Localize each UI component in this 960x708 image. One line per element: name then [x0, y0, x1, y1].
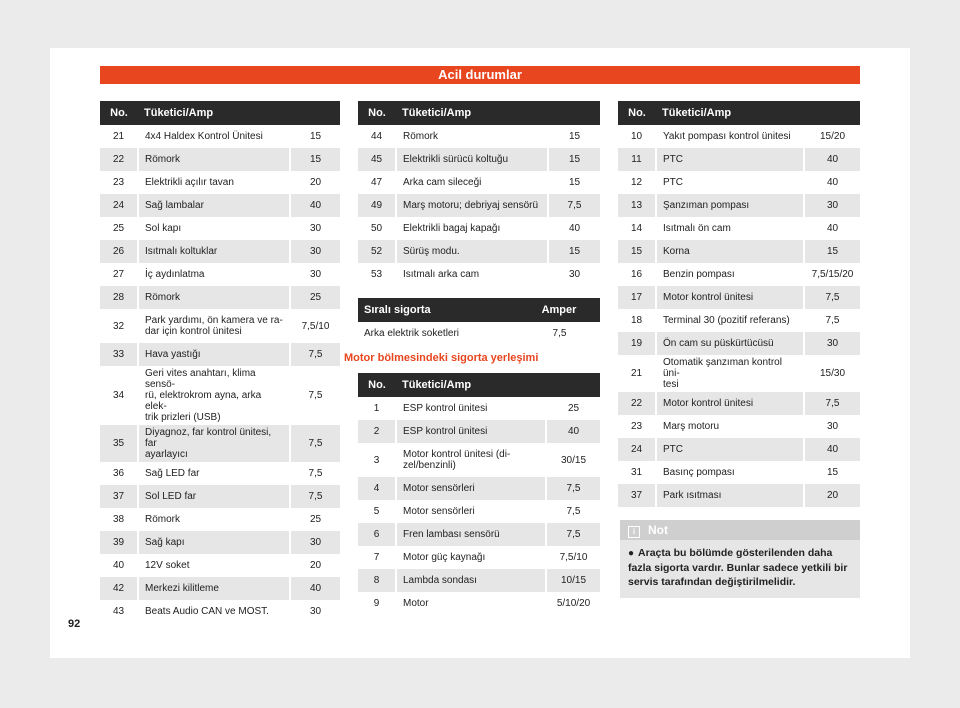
consumer-name: Sol LED far [138, 485, 290, 508]
table-row [358, 397, 600, 420]
table-row [100, 425, 340, 462]
ampere-value: 25 [546, 397, 600, 420]
fuse-number: 37 [618, 484, 656, 507]
ampere-value: 25 [290, 508, 340, 531]
consumer-name: Motor [396, 592, 546, 615]
fuse-number: 40 [100, 554, 138, 577]
table-row [100, 600, 340, 623]
ampere-value: 40 [290, 194, 340, 217]
col-fuse: Sıralı sigorta [358, 298, 518, 322]
fuse-table-2 [358, 101, 600, 286]
table-row [358, 194, 600, 217]
ampere-value: 7,5 [290, 425, 340, 462]
ampere-value: 40 [548, 217, 600, 240]
consumer-name: Marş motoru [656, 415, 804, 438]
fuse-number: 31 [618, 461, 656, 484]
fuse-number: 19 [618, 332, 656, 355]
consumer-name: Park yardımı, ön kamera ve ra- dar için kontrol ünitesi [138, 309, 290, 343]
table-row [618, 217, 860, 240]
table-row [100, 343, 340, 366]
consumer-name: Elektrikli bagaj kapağı [396, 217, 548, 240]
fuse-number: 47 [358, 171, 396, 194]
table-row [618, 484, 860, 507]
table-row [100, 554, 340, 577]
fuse-number: 21 [100, 125, 138, 148]
consumer-name: ESP kontrol ünitesi [396, 397, 546, 420]
col-amp: Amper [518, 298, 600, 322]
table-row [100, 194, 340, 217]
note-text: Araçta bu bölümde gösterilenden daha fazla sigorta vardır. Bunlar sadece yetkili bir servis tarafından değiştirilmelidir. [628, 547, 848, 588]
table-row [358, 171, 600, 194]
consumer-name: Motor kontrol ünitesi [656, 392, 804, 415]
table-row [618, 461, 860, 484]
consumer-name: Basınç pompası [656, 461, 804, 484]
ampere-value: 30 [290, 600, 340, 623]
ampere-value: 15 [804, 461, 860, 484]
consumer-name: Şanzıman pompası [656, 194, 804, 217]
table-row [618, 392, 860, 415]
ampere-value: 7,5 [290, 485, 340, 508]
ampere-value: 30 [804, 194, 860, 217]
fuse-number: 14 [618, 217, 656, 240]
consumer-name: 4x4 Haldex Kontrol Ünitesi [138, 125, 290, 148]
ampere-value: 30 [548, 263, 600, 286]
table-row [618, 415, 860, 438]
ampere-value: 7,5 [548, 194, 600, 217]
table-row [618, 263, 860, 286]
fuse-table-5 [618, 101, 860, 507]
consumer-name: Motor kontrol ünitesi (di- zel/benzinli) [396, 443, 546, 477]
ampere-value: 30/15 [546, 443, 600, 477]
consumer-name: Römork [396, 125, 548, 148]
fuse-number: 50 [358, 217, 396, 240]
ampere-value: 7,5 [290, 462, 340, 485]
table-row [618, 438, 860, 461]
fuse-number: 32 [100, 309, 138, 343]
table-row [358, 546, 600, 569]
col-consumer: Tüketici/Amp [138, 101, 340, 125]
consumer-name: Marş motoru; debriyaj sensörü [396, 194, 548, 217]
note-header [620, 520, 860, 540]
fuse-number: 26 [100, 240, 138, 263]
ampere-value: 7,5 [804, 286, 860, 309]
ampere-value: 40 [804, 217, 860, 240]
table-row [618, 125, 860, 148]
table-row [358, 477, 600, 500]
table-row [358, 569, 600, 592]
bullet-icon: ● [628, 548, 635, 559]
col-consumer: Tüketici/Amp [396, 373, 600, 397]
table-row [618, 240, 860, 263]
ampere-value: 10/15 [546, 569, 600, 592]
ampere-value: 20 [290, 554, 340, 577]
table-row [618, 332, 860, 355]
consumer-name: Ön cam su püskürtücüsü [656, 332, 804, 355]
ampere-value: 7,5 [546, 500, 600, 523]
consumer-name: Terminal 30 (pozitif referans) [656, 309, 804, 332]
ampere-value: 15/30 [804, 355, 860, 392]
ampere-value: 30 [804, 415, 860, 438]
consumer-name: Benzin pompası [656, 263, 804, 286]
consumer-name: Fren lambası sensörü [396, 523, 546, 546]
fuse-number: 18 [618, 309, 656, 332]
fuse-table-4 [358, 373, 600, 615]
table-row [618, 194, 860, 217]
fuse-number: 44 [358, 125, 396, 148]
fuse-number: 35 [100, 425, 138, 462]
fuse-number: 17 [618, 286, 656, 309]
consumer-name: Merkezi kilitleme [138, 577, 290, 600]
fuse-name: Arka elektrik soketleri [358, 322, 518, 345]
fuse-number: 53 [358, 263, 396, 286]
fuse-number: 1 [358, 397, 396, 420]
page-number: 92 [68, 618, 81, 630]
fuse-number: 11 [618, 148, 656, 171]
consumer-name: Arka cam sileceği [396, 171, 548, 194]
ampere-value: 7,5 [518, 322, 600, 345]
fuse-number: 13 [618, 194, 656, 217]
fuse-number: 21 [618, 355, 656, 392]
consumer-name: Elektrikli sürücü koltuğu [396, 148, 548, 171]
fuse-number: 24 [100, 194, 138, 217]
consumer-name: Sağ lambalar [138, 194, 290, 217]
ampere-value: 15/20 [804, 125, 860, 148]
section-heading: Motor bölmesindeki sigorta yerleşimi [344, 352, 539, 364]
ampere-value: 20 [804, 484, 860, 507]
fuse-number: 45 [358, 148, 396, 171]
ampere-value: 15 [548, 240, 600, 263]
ampere-value: 20 [290, 171, 340, 194]
ampere-value: 30 [290, 240, 340, 263]
fuse-number: 42 [100, 577, 138, 600]
ampere-value: 40 [804, 438, 860, 461]
table-row [358, 263, 600, 286]
fuse-number: 38 [100, 508, 138, 531]
fuse-number: 8 [358, 569, 396, 592]
ampere-value: 7,5 [290, 366, 340, 425]
table-row [358, 500, 600, 523]
table-row [358, 523, 600, 546]
ampere-value: 40 [804, 148, 860, 171]
ampere-value: 15 [548, 148, 600, 171]
info-icon: i [628, 526, 640, 538]
ampere-value: 30 [290, 531, 340, 554]
consumer-name: PTC [656, 171, 804, 194]
consumer-name: PTC [656, 148, 804, 171]
ampere-value: 15 [290, 148, 340, 171]
fuse-number: 7 [358, 546, 396, 569]
consumer-name: Sürüş modu. [396, 240, 548, 263]
consumer-name: Geri vites anahtarı, klima sensö- rü, elektrokrom ayna, arka elek- trik prizleri (USB) [138, 366, 290, 425]
consumer-name: PTC [656, 438, 804, 461]
table-row [358, 217, 600, 240]
fuse-number: 23 [618, 415, 656, 438]
note-body [620, 540, 860, 589]
table-row [100, 531, 340, 554]
ampere-value: 15 [548, 171, 600, 194]
ampere-value: 15 [548, 125, 600, 148]
fuse-number: 34 [100, 366, 138, 425]
fuse-number: 52 [358, 240, 396, 263]
table-row [358, 592, 600, 615]
consumer-name: Korna [656, 240, 804, 263]
col-no: No. [358, 101, 396, 125]
fuse-number: 3 [358, 443, 396, 477]
consumer-name: Motor kontrol ünitesi [656, 286, 804, 309]
fuse-table-3 [358, 298, 600, 345]
consumer-name: Otomatik şanzıman kontrol üni- tesi [656, 355, 804, 392]
table-row [618, 309, 860, 332]
consumer-name: Isıtmalı koltuklar [138, 240, 290, 263]
ampere-value: 30 [290, 217, 340, 240]
consumer-name: Elektrikli açılır tavan [138, 171, 290, 194]
consumer-name: Motor güç kaynağı [396, 546, 546, 569]
consumer-name: Römork [138, 148, 290, 171]
col-consumer: Tüketici/Amp [396, 101, 600, 125]
note-title: Not [648, 523, 668, 537]
ampere-value: 7,5 [804, 309, 860, 332]
consumer-name: Lambda sondası [396, 569, 546, 592]
ampere-value: 40 [546, 420, 600, 443]
note-box [620, 520, 860, 598]
consumer-name: 12V soket [138, 554, 290, 577]
ampere-value: 7,5/10 [290, 309, 340, 343]
table-row [100, 240, 340, 263]
fuse-number: 2 [358, 420, 396, 443]
col-consumer: Tüketici/Amp [656, 101, 860, 125]
table-row [100, 309, 340, 343]
table-row [100, 217, 340, 240]
ampere-value: 30 [804, 332, 860, 355]
fuse-number: 25 [100, 217, 138, 240]
table-row [100, 286, 340, 309]
table-row [618, 148, 860, 171]
table-row [358, 420, 600, 443]
consumer-name: Sağ LED far [138, 462, 290, 485]
ampere-value: 30 [290, 263, 340, 286]
fuse-number: 12 [618, 171, 656, 194]
consumer-name: Römork [138, 508, 290, 531]
fuse-number: 15 [618, 240, 656, 263]
fuse-number: 37 [100, 485, 138, 508]
col-no: No. [618, 101, 656, 125]
fuse-number: 43 [100, 600, 138, 623]
fuse-number: 10 [618, 125, 656, 148]
fuse-number: 27 [100, 263, 138, 286]
table-row [100, 148, 340, 171]
col-no: No. [358, 373, 396, 397]
table-row [100, 508, 340, 531]
fuse-number: 24 [618, 438, 656, 461]
consumer-name: Sol kapı [138, 217, 290, 240]
fuse-number: 36 [100, 462, 138, 485]
table-row [100, 485, 340, 508]
consumer-name: ESP kontrol ünitesi [396, 420, 546, 443]
fuse-number: 39 [100, 531, 138, 554]
table-row [358, 125, 600, 148]
ampere-value: 7,5 [804, 392, 860, 415]
fuse-number: 28 [100, 286, 138, 309]
consumer-name: Motor sensörleri [396, 477, 546, 500]
consumer-name: Hava yastığı [138, 343, 290, 366]
consumer-name: Römork [138, 286, 290, 309]
table-row [100, 577, 340, 600]
ampere-value: 15 [804, 240, 860, 263]
table-row [100, 366, 340, 425]
ampere-value: 7,5 [546, 477, 600, 500]
consumer-name: Sağ kapı [138, 531, 290, 554]
col-no: No. [100, 101, 138, 125]
fuse-number: 5 [358, 500, 396, 523]
table-row [358, 443, 600, 477]
fuse-number: 6 [358, 523, 396, 546]
consumer-name: Motor sensörleri [396, 500, 546, 523]
fuse-number: 23 [100, 171, 138, 194]
table-row [618, 171, 860, 194]
consumer-name: Beats Audio CAN ve MOST. [138, 600, 290, 623]
fuse-number: 22 [618, 392, 656, 415]
fuse-number: 4 [358, 477, 396, 500]
table-row [618, 286, 860, 309]
ampere-value: 7,5/10 [546, 546, 600, 569]
fuse-table-1 [100, 101, 340, 623]
table-row [618, 355, 860, 392]
ampere-value: 40 [804, 171, 860, 194]
consumer-name: Park ısıtması [656, 484, 804, 507]
page-header: Acil durumlar [100, 66, 860, 84]
ampere-value: 15 [290, 125, 340, 148]
table-row [358, 148, 600, 171]
consumer-name: Isıtmalı arka cam [396, 263, 548, 286]
table-row [100, 125, 340, 148]
consumer-name: Yakıt pompası kontrol ünitesi [656, 125, 804, 148]
fuse-number: 22 [100, 148, 138, 171]
fuse-number: 49 [358, 194, 396, 217]
ampere-value: 5/10/20 [546, 592, 600, 615]
fuse-number: 16 [618, 263, 656, 286]
fuse-number: 9 [358, 592, 396, 615]
consumer-name: İç aydınlatma [138, 263, 290, 286]
fuse-number: 33 [100, 343, 138, 366]
table-row [100, 462, 340, 485]
ampere-value: 7,5 [546, 523, 600, 546]
ampere-value: 7,5 [290, 343, 340, 366]
ampere-value: 40 [290, 577, 340, 600]
ampere-value: 7,5/15/20 [804, 263, 860, 286]
ampere-value: 25 [290, 286, 340, 309]
consumer-name: Isıtmalı ön cam [656, 217, 804, 240]
consumer-name: Diyagnoz, far kontrol ünitesi, far ayarlayıcı [138, 425, 290, 462]
table-row [358, 322, 600, 345]
table-row [100, 171, 340, 194]
table-row [100, 263, 340, 286]
table-row [358, 240, 600, 263]
